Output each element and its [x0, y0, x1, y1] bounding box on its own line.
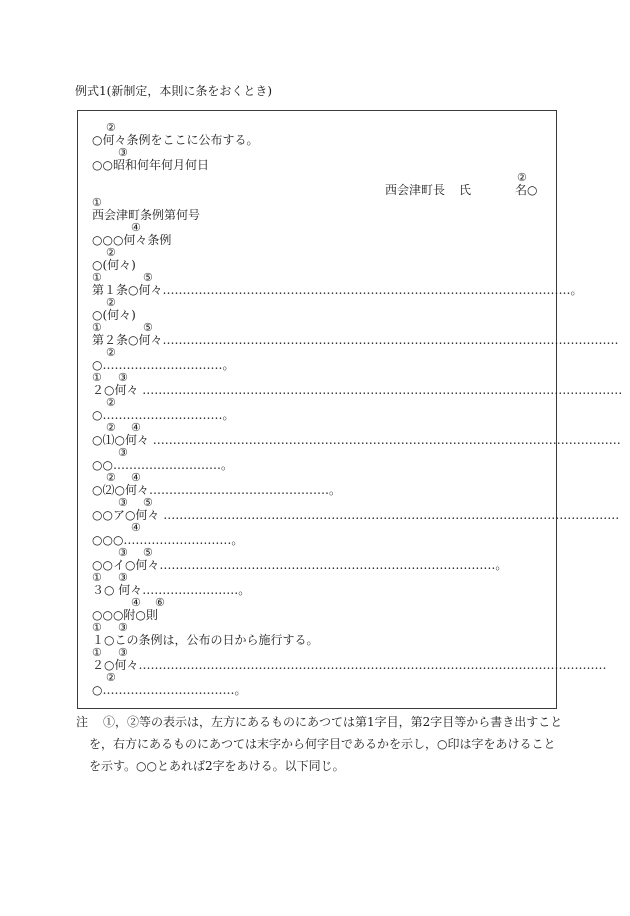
position-mark: ③ [118, 370, 128, 384]
item-2-sub-a-continuation-line: ○○○………………………。 [92, 533, 244, 547]
supplementary-heading-line: ○○○附○則 [92, 608, 158, 622]
mayor-signature-marks [78, 172, 556, 185]
article-2-paragraph-2-line: ２○何々 ………………………………………………………………………………………………………… [92, 383, 623, 397]
example-form-box [77, 110, 623, 709]
item-2-sub-i-line: ○○イ○何々…………………………………………………………………………。 [92, 558, 508, 572]
position-mark: ③ [118, 495, 128, 509]
position-mark: ② [106, 245, 116, 259]
article-1-caption-line: ○(何々) [92, 258, 136, 272]
position-mark: ⑤ [143, 270, 153, 284]
ordinance-title-line: ○○○何々条例 [92, 233, 172, 247]
signature-given-name: 名○ [515, 183, 538, 197]
item-2-sub-a-line: ○○ア○何々 …………………………………………………………………………………………………… [92, 508, 620, 522]
mayor-signature-line [78, 184, 556, 197]
mayor-title: 西会津町長 [385, 183, 446, 197]
position-mark: ② [517, 170, 527, 184]
position-mark: ② [106, 420, 116, 434]
position-mark: ② [106, 670, 116, 684]
supplementary-paragraph-2-continuation-line: ○……………………………。 [92, 683, 247, 697]
position-mark: ① [92, 620, 102, 634]
position-mark: ① [92, 195, 102, 209]
ordinance-number-line: 西会津町条例第何号 [92, 208, 201, 222]
position-mark: ⑤ [143, 320, 153, 334]
supplementary-paragraph-2-line: ２○何々……………………………………………………………………………………………………… [92, 658, 607, 672]
promulgation-date-line: ○○昭和何年何月何日 [92, 158, 209, 172]
position-mark: ③ [118, 145, 128, 159]
position-mark: ④ [131, 220, 141, 234]
position-mark: ⑥ [155, 595, 165, 609]
signature-family-name: 氏 [459, 183, 472, 197]
article-1-caption-marks [78, 247, 556, 260]
note-line: ①，②等の表示は，左方にあるものにあつては第1字目，第2字目等から書き出すこと [103, 715, 563, 729]
position-mark: ④ [131, 595, 141, 609]
example-heading: 例式1(新制定，本則に条をおくとき) [75, 84, 272, 98]
article-1-line: 第１条○何々…………………………………………………………………………………………。 [92, 283, 583, 297]
article-2-paragraph-2-continuation-line: ○…………………………。 [92, 408, 235, 422]
position-mark: ④ [131, 520, 141, 534]
position-mark: ③ [118, 545, 128, 559]
position-mark: ③ [118, 570, 128, 584]
note-line: を，右方にあるものにあつては末字から何字目であるかを示し，○印は字をあけること [89, 737, 556, 751]
position-mark: ③ [118, 445, 128, 459]
item-1-line: ○⑴○何々 ……………………………………………………………………………………………………… [92, 433, 621, 447]
position-mark: ② [106, 395, 116, 409]
item-1-continuation-line: ○○………………………。 [92, 458, 233, 472]
position-mark: ② [106, 120, 116, 134]
article-2-paragraph-3-line: ３○ 何々……………………。 [92, 583, 251, 597]
position-mark: ① [92, 645, 102, 659]
position-mark: ④ [131, 470, 141, 484]
article-2-continuation-line: ○…………………………。 [92, 358, 235, 372]
position-mark: ① [92, 370, 102, 384]
position-mark: ① [92, 270, 102, 284]
position-mark: ② [106, 295, 116, 309]
promulgation-statement-line: ○何々条例をここに公布する。 [92, 133, 259, 147]
position-mark: ① [92, 320, 102, 334]
item-2-line: ○⑵○何々………………………………………。 [92, 483, 341, 497]
article-2-caption-marks [78, 297, 556, 310]
article-2-line: 第２条○何々…………………………………………………………………………………………………… [92, 333, 619, 347]
position-mark: ② [106, 345, 116, 359]
position-mark: ④ [131, 420, 141, 434]
note-line: を示す。○○とあれば2字をあける。以下同じ。 [89, 759, 345, 773]
article-2-caption-line: ○(何々) [92, 308, 136, 322]
supplementary-paragraph-1-line: １○この条例は，公布の日から施行する。 [92, 633, 319, 647]
position-mark: ① [92, 570, 102, 584]
note-label: 注 [76, 715, 89, 729]
position-mark: ⑤ [143, 545, 153, 559]
position-mark: ⑤ [143, 495, 153, 509]
position-mark: ③ [118, 645, 128, 659]
position-mark: ③ [118, 620, 128, 634]
position-mark: ② [106, 470, 116, 484]
